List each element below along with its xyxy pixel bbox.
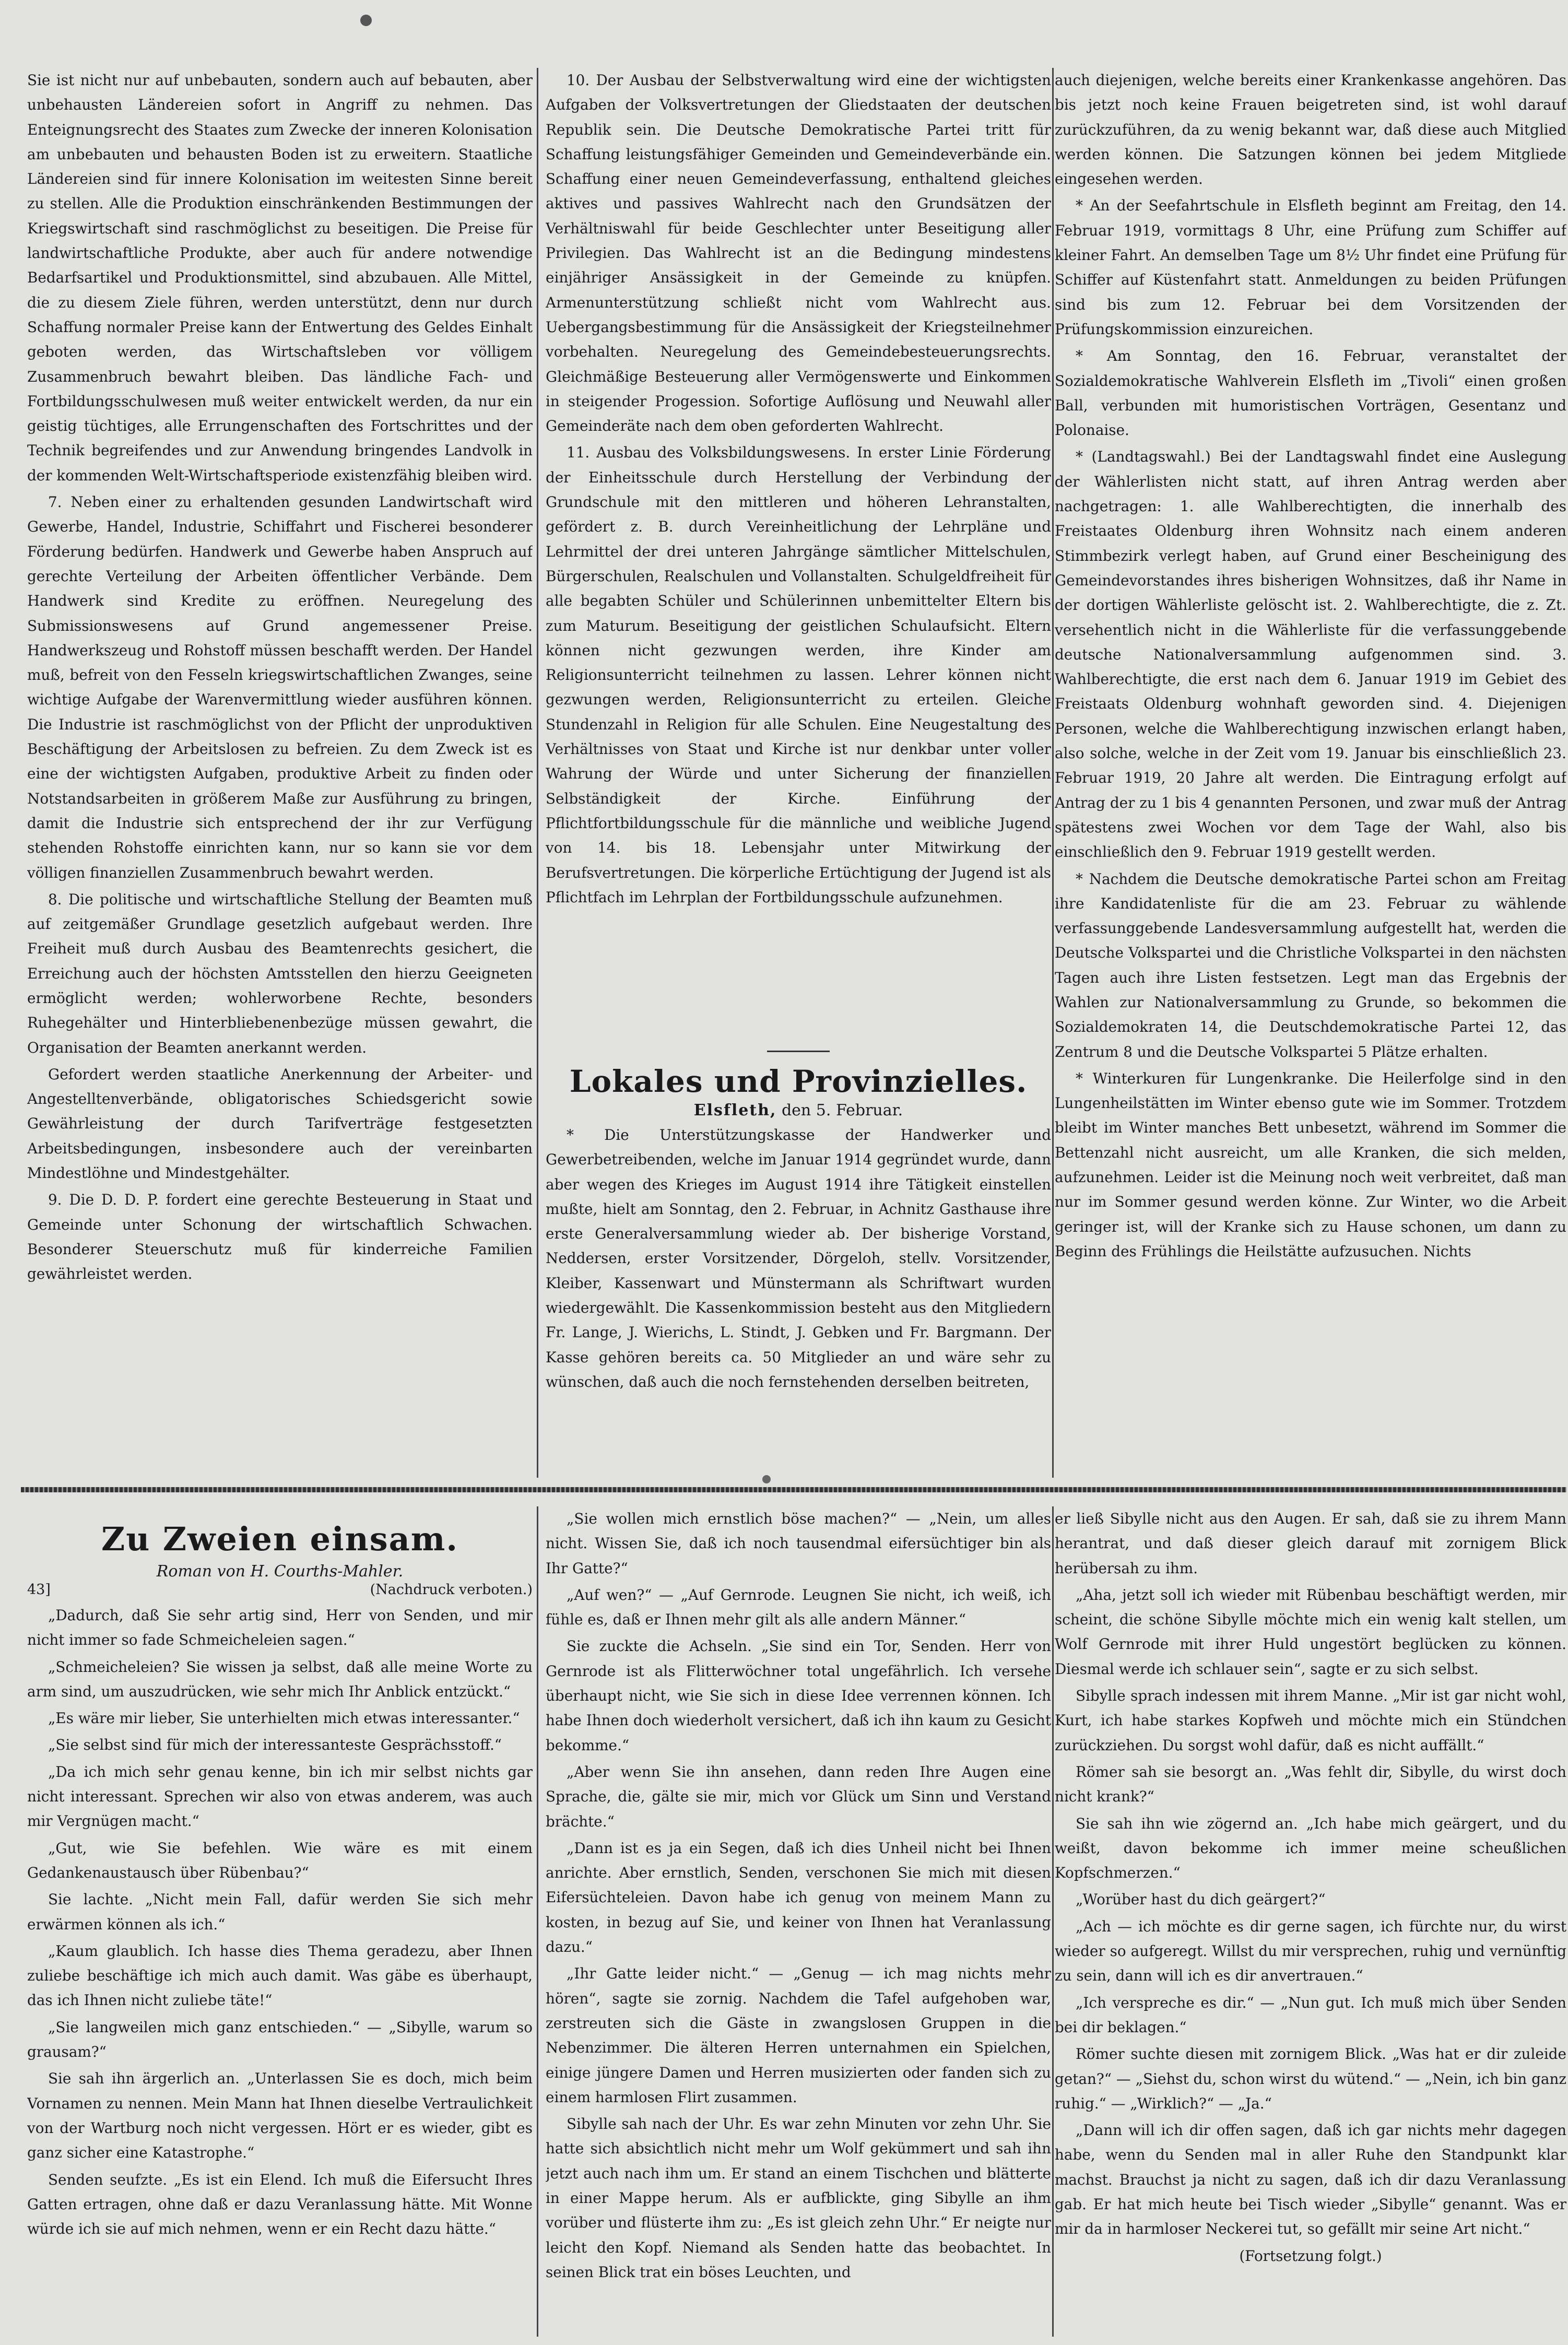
ink-spot: [762, 1475, 771, 1483]
paragraph: „Ich verspreche es dir.“ — „Nun gut. Ich muß mich über Senden bei dir beklagen.“: [1055, 1994, 1566, 2036]
paragraph: „Ach — ich möchte es dir gerne sagen, ich fürchte nur, du wirst wieder so aufgeregt. Willst du mir versprechen, ruhig und vernünftig zu sein, dann will ich es dir anvertrauen.“: [1055, 1917, 1566, 1985]
paragraph: * Am Sonntag, den 16. Februar, veranstaltet der Sozialdemokratische Wahlverein Elsfleth im „Tivoli“ einen großen Ball, verbunden mit humoristischen Vorträgen, Gesentanz und Polonaise.: [1055, 347, 1566, 439]
paragraph: 11. Ausbau des Volksbildungswesens. In erster Linie Förderung der Einheitsschule durch Herstellung der Verbindung der Grundschule mit den mittleren und höheren Lehranstalten, gefördert z. B. durch Vereinheitlichung der Lehrpläne und Lehrmittel der drei unteren Jahrgänge sämtlicher Mittelschulen, Bürgerschulen, Realschulen und Vollanstalten. Schulgeldfreiheit für alle begabten Schüler und Schülerinnen unbemittelter Eltern bis zum Maturum. Beseitigung der geistlichen Schulaufsicht. Eltern können nicht gezwungen werden, ihre Kinder am Religionsunterricht teilnehmen zu lassen. Lehrer können nicht gezwungen werden, Religionsunterricht zu erteilen. Gleiche Stundenzahl in Religion für alle Schulen. Eine Neugestaltung des Verhältnisses von Staat und Kirche ist nur denkbar unter voller Wahrung der Würde und unter Sicherung der finanziellen Selbständigkeit der Kirche. Einführung der Pflichtfortbildungsschule für die männliche und weibliche Jugend von 14. bis 18. Lebensjahr unter Mitwirkung der Berufsvertretungen. Die körperliche Ertüchtigung der Jugend ist als Pflichtfach im Lehrplan der Fortbildungsschule aufzunehmen.: [546, 444, 1051, 906]
section-rule: [767, 1051, 830, 1052]
dateline-place: Elsfleth,: [693, 1101, 777, 1120]
paragraph: „Sie selbst sind für mich der interessanteste Gesprächsstoff.“: [48, 1736, 502, 1754]
paragraph: „Auf wen?“ — „Auf Gernrode. Leugnen Sie nicht, ich weiß, ich fühle es, daß er Ihnen mehr gilt als alle andern Männer.“: [546, 1586, 1051, 1629]
novel-title: Zu Zweien einsam.: [101, 1520, 458, 1558]
reprint-notice: (Nachdruck verboten.): [370, 1582, 533, 1598]
paragraph: 9. Die D. D. P. fordert eine gerechte Besteuerung in Staat und Gemeinde unter Schonung der wirtschaftlich Schwachen. Besonderer Steuerschutz muß für kinderreiche Familien gewährleistet werden.: [27, 1191, 533, 1283]
paragraph: * Nachdem die Deutsche demokratische Partei schon am Freitag ihre Kandidatenliste für die am 23. Februar zu wählende verfassunggebende Landesversammlung aufgestellt hat, werden die Deutsche Volkspartei und die Christliche Volkspartei in den nächsten Tagen auch ihre Listen festsetzen. Legt man das Ergebnis der Wahlen zur Nationalversammlung zu Grunde, so bekommen die Sozialdemokraten 14, die Deutschdemokratische Partei 12, das Zentrum 8 und die Deutsche Volkspartei 5 Plätze erhalten.: [1055, 870, 1566, 1060]
paragraph: Gefordert werden staatliche Anerkennung der Arbeiter- und Angestelltenverbände, obligatorisches Schiedsgericht sowie Gewährleistung der durch Tarifverträge festgesetzten Arbeitsbedingungen, insbesondere auch der vereinbarten Mindestlöhne und Mindestgehälter.: [27, 1065, 533, 1182]
paragraph: * Winterkuren für Lungenkranke. Die Heilerfolge sind in den Lungenheilstätten im Winter ebenso gute wie im Sommer. Trotzdem bleibt im Winter manches Bett unbesetzt, während im Sommer die Bettenzahl nicht ausreicht, um alle Kranken, die sich melden, aufzunehmen. Leider ist die Meinung noch weit verbreitet, daß man nur im Sommer gesund werden könne. Zur Winter, wo die Arbeit geringer ist, will der Kranke sich zu Hause schonen, um dann zu Beginn des Frühlings die Heilstätte aufzusuchen. Nichts: [1055, 1069, 1566, 1260]
paragraph: „Dann will ich dir offen sagen, daß ich gar nichts mehr dagegen habe, wenn du Senden mal in aller Ruhe den Standpunkt klar machst. Brauchst ja nicht zu sagen, daß ich dir dazu Veranlassung gab. Er hat mich heute bei Tisch wieder „Sibylle“ genannt. Was er mir da in harmloser Neckerei tut, so gefällt mir seine Art nicht.“: [1055, 2122, 1566, 2238]
column-divider: [1052, 1506, 1054, 2337]
dateline: [546, 1101, 1051, 1120]
column-divider: [537, 1506, 538, 2337]
installment-number: 43]: [27, 1582, 51, 1598]
paragraph: „Da ich mich sehr genau kenne, bin ich mir selbst nichts gar nicht interessant. Sprechen wir also von etwas anderem, was auch mir Vergnügen macht.“: [27, 1763, 533, 1830]
novel-column-3: [1055, 1506, 1566, 2337]
feuilleton-divider: [21, 1487, 1566, 1492]
paragraph: „Schmeicheleien? Sie wissen ja selbst, daß alle meine Worte zu arm sind, um auszudrücken, wie sehr mich Ihr Anblick entzückt.“: [27, 1658, 533, 1700]
paragraph: Römer sah sie besorgt an. „Was fehlt dir, Sibylle, du wirst doch nicht krank?“: [1055, 1763, 1566, 1806]
paragraph: Sie sah ihn wie zögernd an. „Ich habe mich geärgert, und du weißt, davon bekomme ich immer meine scheußlichen Kopfschmerzen.“: [1055, 1814, 1566, 1882]
paragraph: „Sie wollen mich ernstlich böse machen?“ — „Nein, um alles nicht. Wissen Sie, daß ich noch tausendmal eifersüchtiger bin als Ihr Gatte?“: [546, 1510, 1051, 1577]
section-heading: Lokales und Provinzielles.: [569, 1064, 1028, 1099]
paragraph: „Worüber hast du dich geärgert?“: [1076, 1891, 1326, 1908]
paragraph: „Kaum glaublich. Ich hasse dies Thema geradezu, aber Ihnen zuliebe beschäftige ich mich auch damit. Was gäbe es überhaupt, das ich Ihnen nicht zuliebe täte!“: [27, 1942, 533, 2009]
paragraph: 8. Die politische und wirtschaftliche Stellung der Beamten muß auf zeitgemäßer Grundlage gesetzlich aufgebaut werden. Ihre Freiheit muß durch Ausbau des Beamtenrechts gesichert, die Erreichung auch der höchsten Amtsstellen den hierzu Geeigneten ermöglicht werden; wohlerworbene Rechte, besonders Ruhegehälter und Hinterbliebenenbezüge müssen gewahrt, die Organisation der Beamten anerkannt werden.: [27, 890, 533, 1056]
column-divider: [537, 68, 538, 1478]
paragraph: „Es wäre mir lieber, Sie unterhielten mich etwas interessanter.“: [48, 1710, 520, 1727]
local-news-section: [546, 1039, 1051, 1478]
top-column-1: [27, 68, 533, 1478]
novel-column-1: [27, 1517, 533, 2337]
paragraph: auch diejenigen, welche bereits einer Krankenkasse angehören. Das bis jetzt noch keine Frauen beigetreten sind, ist wohl darauf zurückzuführen, da zu wenig bekannt war, daß diese auch Mitglied werden können. Die Satzungen können bei jedem Mitgliede eingesehen werden.: [1055, 72, 1566, 188]
paragraph: 10. Der Ausbau der Selbstverwaltung wird eine der wichtigsten Aufgaben der Volksvertretungen der Gliedstaaten der deutschen Republik sein. Die Deutsche Demokratische Partei tritt für Schaffung leistungsfähiger Gemeinden und Gemeindeverbände ein. Schaffung einer neuen Gemeindeverfassung, enthaltend gleiches aktives und passives Wahlrecht nach den Grundsätzen der Verhältniswahl für beide Geschlechter unter Beseitigung aller Privilegien. Das Wahlrecht ist an die Bedingung mindestens einjähriger Ansässigkeit in der Gemeinde zu knüpfen. Armenunterstützung schließt nicht vom Wahlrecht aus. Uebergangsbestimmung für die Ansässigkeit der Kriegsteilnehmer vorbehalten. Neuregelung des Gemeindebesteuerungsrechts. Gleichmäßige Besteuerung aller Vermögenswerte und Einkommen in steigender Progession. Sofortige Auflösung und Neuwahl aller Gemeinderäte nach dem oben geforderten Wahlrecht.: [546, 72, 1051, 435]
paragraph: Senden seufzte. „Es ist ein Elend. Ich muß die Eifersucht Ihres Gatten ertragen, ohne daß er dazu Veranlassung hätte. Mit Wonne würde ich sie auf mich nehmen, wenn er ein Recht dazu hätte.“: [27, 2171, 533, 2238]
ink-spot: [360, 15, 372, 26]
dateline-date: den 5. Februar.: [781, 1101, 903, 1120]
paragraph: 7. Neben einer zu erhaltenden gesunden Landwirtschaft wird Gewerbe, Handel, Industrie, Schiffahrt und Fischerei besonderer Förderung bedürfen. Handwerk und Gewerbe haben Anspruch auf gerechte Verteilung der Arbeiten öffentlicher Verbände. Dem Handwerk sind Kredite zu eröffnen. Neuregelung des Submissionswesens auf Grund angemessener Preise. Handwerkszeug und Rohstoff müssen beschafft werden. Der Handel muß, befreit von den Fesseln kriegswirtschaftlichen Zwanges, seine wichtige Aufgabe der Warenvermittlung wieder ausführen können. Die Industrie ist raschmöglichst von der Pflicht der unproduktiven Beschäftigung der Arbeitslosen zu befreien. Zu dem Zweck ist es eine der wichtigsten Aufgaben, produktive Arbeit zu finden oder Notstandsarbeiten in größerem Maße zur Ausführung zu bringen, damit die Industrie sich entsprechend der ihr zur Verfügung stehenden Rohstoffe einrichten kann, nur so kann sie vor dem völligen finanziellen Zusammenbruch bewahrt werden.: [27, 493, 533, 881]
paragraph: „Aha, jetzt soll ich wieder mit Rübenbau beschäftigt werden, mir scheint, die schöne Sibylle möchte mich ein wenig kalt stellen, um Wolf Gernrode mit ihrer Huld ungestört beglücken zu können. Diesmal werde ich schlauer sein“, sagte er zu sich selbst.: [1055, 1586, 1566, 1678]
continuation-note: (Fortsetzung folgt.): [1239, 2247, 1382, 2265]
paragraph: „Ihr Gatte leider nicht.“ — „Genug — ich mag nichts mehr hören“, sagte sie zornig. Nachdem die Tafel aufgehoben war, zerstreuten sich die Gäste in zwangslosen Gruppen in die Nebenzimmer. Die älteren Herren unternahmen ein Spielchen, einige jüngere Damen und Herren musizierten oder fanden sich zu einem harmlosen Flirt zusammen.: [546, 1965, 1051, 2106]
paragraph: * Die Unterstützungskasse der Handwerker und Gewerbetreibenden, welche im Januar 1914 gegründet wurde, dann aber wegen des Krieges im August 1914 ihre Tätigkeit einstellen mußte, hielt am Sonntag, den 2. Februar, in Achnitz Gasthause ihre erste Generalversammlung wieder ab. Der bisherige Vorstand, Neddersen, erster Vorsitzender, Dörgeloh, stellv. Vorsitzender, Kleiber, Kassenwart und Münstermann als Schriftwart wurden wiedergewählt. Die Kassenkommission besteht aus den Mitgliedern Fr. Lange, J. Wierichs, L. Stindt, J. Gebken und Fr. Bargmann. Der Kasse gehören bereits ca. 50 Mitglieder an und wäre sehr zu wünschen, daß auch die noch fernstehenden derselben beitreten,: [546, 1126, 1051, 1390]
paragraph: Sie lachte. „Nicht mein Fall, dafür werden Sie sich mehr erwärmen können als ich.“: [27, 1891, 533, 1933]
novel-subline: [27, 1582, 533, 1598]
paragraph: Sie ist nicht nur auf unbebauten, sondern auch auf bebauten, aber unbehausten Ländereien sofort in Angriff zu nehmen. Das Enteignungsrecht des Staates zum Zwecke der inneren Kolonisation am unbebauten und behausten Boden ist zu erweitern. Staatliche Ländereien sind für innere Kolonisation im weitesten Sinne bereit zu stellen. Alle die Produktion einschränkenden Bestimmungen der Kriegswirtschaft sind raschmöglichst zu beseitigen. Die Preise für landwirtschaftliche Produkte, aber auch für andere notwendige Bedarfsartikel und Produktionsmittel, sind abzubauen. Alle Mittel, die zu diesem Ziele führen, werden unterstützt, denn nur durch Schaffung normaler Preise kann der Entwertung des Geldes Einhalt geboten werden, das Wirtschaftsleben vor völligem Zusammenbruch bewahrt bleiben. Das ländliche Fach- und Fortbildungsschulwesen muß weiter entwickelt werden, da nur ein geistig tüchtiges, alle Errungenschaften des Fortschrittes und der Technik begreifendes und zur Anwendung bringendes Landvolk in der kommenden Welt-Wirtschaftsperiode existenzfähig bleiben wird.: [27, 72, 533, 484]
paragraph: Römer suchte diesen mit zornigem Blick. „Was hat er dir zuleide getan?“ — „Siehst du, schon wirst du wütend.“ — „Nein, ich bin ganz ruhig.“ — „Wirklich?“ — „Ja.“: [1055, 2045, 1566, 2112]
paragraph: „Dann ist es ja ein Segen, daß ich dies Unheil nicht bei Ihnen anrichte. Aber ernstlich, Senden, verschonen Sie mich mit diesen Eifersüchteleien. Davon habe ich genug von meinem Mann zu kosten, in bezug auf Sie, und keiner von Ihnen hat Veranlassung dazu.“: [546, 1839, 1051, 1956]
novel-column-2: [546, 1506, 1051, 2337]
paragraph: „Sie langweilen mich ganz entschieden.“ — „Sibylle, warum so grausam?“: [27, 2018, 533, 2061]
paragraph: „Gut, wie Sie befehlen. Wie wäre es mit einem Gedankenaustausch über Rübenbau?“: [27, 1839, 533, 1881]
paragraph: er ließ Sibylle nicht aus den Augen. Er sah, daß sie zu ihrem Mann herantrat, und daß dieser gleich darauf mit zornigem Blick herübersah zu ihm.: [1055, 1510, 1566, 1577]
paragraph: Sibylle sah nach der Uhr. Es war zehn Minuten vor zehn Uhr. Sie hatte sich absichtlich nicht mehr um Wolf gekümmert und sah ihn jetzt auch nach ihm um. Er stand an einem Tischchen und blätterte in einer Mappe herum. Als er aufblickte, ging Sibylle an ihm vorüber und flüsterte ihm zu: „Es ist gleich zehn Uhr.“ Er neigte nur leicht den Kopf. Niemand als Senden hatte das beobachtet. In seinen Blick trat ein böses Leuchten, und: [546, 2115, 1051, 2281]
paragraph: Sie sah ihn ärgerlich an. „Unterlassen Sie es doch, mich beim Vornamen zu nennen. Mein Mann hat Ihnen dieselbe Vertraulichkeit von der Wartburg noch nicht vergessen. Hört er es wieder, gibt es ganz sicher eine Katastrophe.“: [27, 2070, 533, 2162]
paragraph: * (Landtagswahl.) Bei der Landtagswahl findet eine Auslegung der Wählerlisten nicht statt, auf ihren Antrag werden aber nachgetragen: 1. alle Wahlberechtigten, die innerhalb des Freistaates Oldenburg ihren Wohnsitz nach einem anderen Stimmbezirk verlegt haben, auf Grund einer Bescheinigung des Gemeindevorstandes ihres bisherigen Wohnsitzes, daß ihr Name in der dortigen Wählerliste gelöscht ist. 2. Wahlberechtigte, die z. Zt. versehentlich nicht in die Wählerliste für die verfassunggebende deutsche Nationalversammlung aufgenommen sind. 3. Wahlberechtigte, die erst nach dem 6. Januar 1919 im Gebiet des Freistaats Oldenburg wohnhaft geworden sind. 4. Diejenigen Personen, welche die Wahlberechtigung inzwischen erlangt haben, also solche, welche in der Zeit vom 19. Januar bis einschließlich 23. Februar 1919, 20 Jahre alt werden. Die Eintragung erfolgt auf Antrag der zu 1 bis 4 genannten Personen, und zwar muß der Antrag spätestens zwei Wochen vor dem Tage der Wahl, also bis einschließlich den 9. Februar 1919 gestellt werden.: [1055, 448, 1566, 861]
paragraph: „Aber wenn Sie ihn ansehen, dann reden Ihre Augen eine Sprache, die, gälte sie mir, mich vor Glück um Sinn und Verstand brächte.“: [546, 1763, 1051, 1830]
paragraph: Sie zuckte die Achseln. „Sie sind ein Tor, Senden. Herr von Gernrode ist als Flitterwöchner total ungefährlich. Ich versehe überhaupt nicht, wie Sie sich in diese Idee verrennen können. Ich habe Ihnen doch wiederholt versichert, daß ich ihn kaum zu Gesicht bekomme.“: [546, 1637, 1051, 1754]
paragraph: * An der Seefahrtschule in Elsfleth beginnt am Freitag, den 14. Februar 1919, vormittags 8 Uhr, eine Prüfung zum Schiffer auf kleiner Fahrt. An demselben Tage um 8½ Uhr findet eine Prüfung für Schiffer auf Küstenfahrt statt. Anmeldungen zu beiden Prüfungen sind bis zum 12. Februar bei dem Vorsitzenden der Prüfungskommission einzureichen.: [1055, 197, 1566, 338]
paragraph: „Dadurch, daß Sie sehr artig sind, Herr von Senden, und mir nicht immer so fade Schmeicheleien sagen.“: [27, 1607, 533, 1649]
paragraph: Sibylle sprach indessen mit ihrem Manne. „Mir ist gar nicht wohl, Kurt, ich habe starkes Kopfweh und möchte mich ein Stündchen zurückziehen. Du sorgst wohl dafür, daß es nicht auffällt.“: [1055, 1687, 1566, 1754]
column-divider: [1052, 68, 1054, 1478]
novel-byline: Roman von H. Courths-Mahler.: [156, 1562, 404, 1581]
top-column-2: [546, 68, 1051, 1039]
top-column-3: [1055, 68, 1566, 1478]
